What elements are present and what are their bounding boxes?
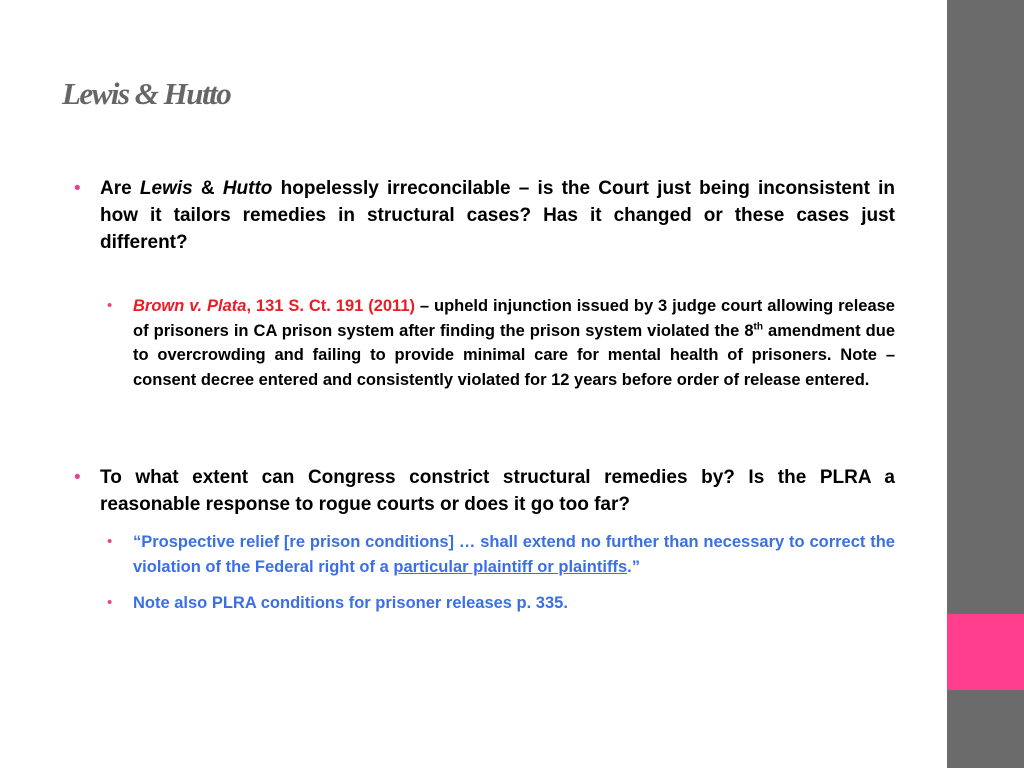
sub-bullet-brown-v-plata (103, 294, 895, 392)
text-hutto: Hutto (222, 178, 273, 199)
case-name: Brown v. Plata (133, 297, 247, 315)
case-description-continued: amendment due to overcrowding and failing to provide minimal care for mental health of prisoners. Note – consent decree entered and consistently violated for 12 years before order of release entered. (133, 321, 896, 389)
bullet-dot-icon: • (107, 297, 113, 314)
sub-bullet-plra-note (103, 591, 895, 616)
quote-end: .” (627, 557, 640, 576)
sub-bullet-prospective-relief (103, 530, 895, 579)
bullet-dot-icon: • (107, 594, 113, 611)
text-question-rest: hopelessly irreconcilable – is the Court just being inconsistent in how it tailors remedies in structural cases? Has it changed or these cases just different? (100, 178, 895, 253)
slide-content (70, 175, 895, 616)
text-are: Are (100, 178, 140, 199)
bullet-dot-icon: • (74, 467, 81, 488)
slide-title: Lewis & Hutto (62, 76, 231, 111)
text-lewis: Lewis (139, 178, 193, 199)
sidebar-accent-block (947, 614, 1024, 690)
bullet-dot-icon: • (74, 178, 81, 199)
note-text: Note also PLRA conditions for prisoner releases p. 335. (133, 594, 568, 612)
quote-text: “Prospective relief [re prison conditions] … shall extend no further than necessary to correct the violation of the Federal right of a (133, 533, 895, 576)
text-congress-question: To what extent can Congress constrict structural remedies by? Is the PLRA a reasonable response to rogue courts or does it go too far? (100, 467, 895, 515)
ordinal-suffix: th (753, 321, 763, 332)
bullet-dot-icon: • (107, 533, 113, 550)
bullet-item-congress (70, 464, 895, 518)
case-citation: , 131 S. Ct. 191 (2011) (246, 297, 415, 315)
case-description: – upheld injunction issued by 3 judge court allowing release of prisoners in CA prison system after finding the prison system violated the 8 (133, 297, 895, 340)
text-amp: & (192, 178, 223, 199)
quote-underlined: particular plaintiff or plaintiffs (393, 557, 628, 576)
bullet-item-lewis-hutto (70, 175, 895, 256)
